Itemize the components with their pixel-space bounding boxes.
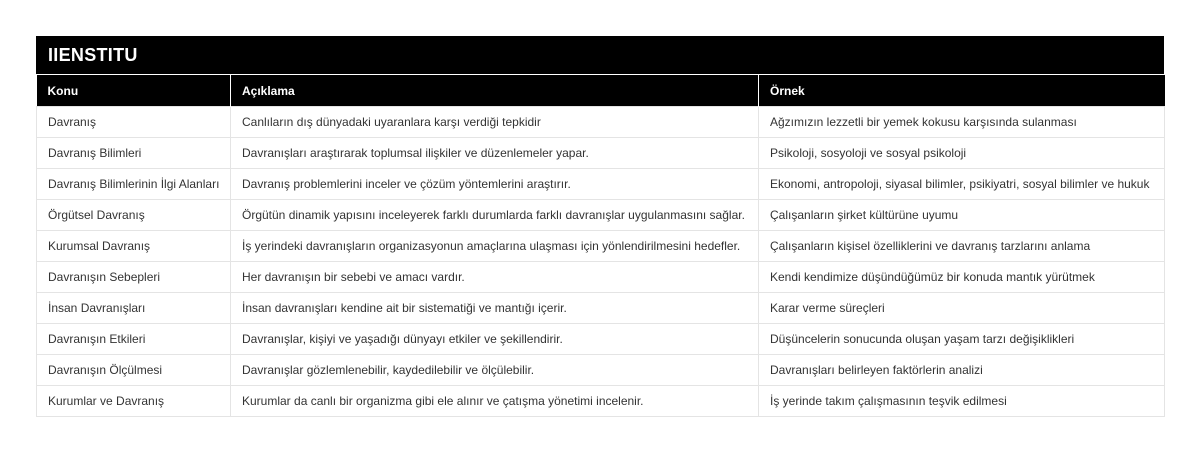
table-row <box>37 200 1165 231</box>
table-row <box>37 386 1165 417</box>
cell-aciklama: Davranışlar gözlemlenebilir, kaydedilebilir ve ölçülebilir. <box>231 355 759 386</box>
cell-aciklama: Davranışlar, kişiyi ve yaşadığı dünyayı etkiler ve şekillendirir. <box>231 324 759 355</box>
cell-ornek: Çalışanların şirket kültürüne uyumu <box>759 200 1165 231</box>
cell-aciklama: Canlıların dış dünyadaki uyaranlara karşı verdiği tepkidir <box>231 107 759 138</box>
cell-konu: Örgütsel Davranış <box>37 200 231 231</box>
table-row <box>37 138 1165 169</box>
cell-aciklama: Davranış problemlerini inceler ve çözüm yöntemlerini araştırır. <box>231 169 759 200</box>
table-container <box>36 36 1164 417</box>
cell-aciklama: Davranışları araştırarak toplumsal ilişkiler ve düzenlemeler yapar. <box>231 138 759 169</box>
cell-ornek: Ekonomi, antropoloji, siyasal bilimler, psikiyatri, sosyal bilimler ve hukuk <box>759 169 1165 200</box>
table-row <box>37 231 1165 262</box>
header-row <box>37 75 1165 107</box>
cell-ornek: Psikoloji, sosyoloji ve sosyal psikoloji <box>759 138 1165 169</box>
cell-aciklama: Kurumlar da canlı bir organizma gibi ele alınır ve çatışma yönetimi incelenir. <box>231 386 759 417</box>
table-row <box>37 293 1165 324</box>
table-row <box>37 107 1165 138</box>
cell-aciklama: İş yerindeki davranışların organizasyonun amaçlarına ulaşması için yönlendirilmesini hedefler. <box>231 231 759 262</box>
header-aciklama: Açıklama <box>231 75 759 107</box>
cell-ornek: Ağzımızın lezzetli bir yemek kokusu karşısında sulanması <box>759 107 1165 138</box>
cell-konu: İnsan Davranışları <box>37 293 231 324</box>
table-row <box>37 262 1165 293</box>
cell-aciklama: Her davranışın bir sebebi ve amacı vardır. <box>231 262 759 293</box>
cell-ornek: Düşüncelerin sonucunda oluşan yaşam tarzı değişiklikleri <box>759 324 1165 355</box>
cell-aciklama: Örgütün dinamik yapısını inceleyerek farklı durumlarda farklı davranışlar uygulanmasını sağlar. <box>231 200 759 231</box>
cell-ornek: Çalışanların kişisel özelliklerini ve davranış tarzlarını anlama <box>759 231 1165 262</box>
cell-konu: Davranış Bilimlerinin İlgi Alanları <box>37 169 231 200</box>
header-ornek: Örnek <box>759 75 1165 107</box>
table-row <box>37 355 1165 386</box>
cell-ornek: Karar verme süreçleri <box>759 293 1165 324</box>
cell-konu: Davranışın Etkileri <box>37 324 231 355</box>
cell-ornek: Kendi kendimize düşündüğümüz bir konuda mantık yürütmek <box>759 262 1165 293</box>
cell-ornek: Davranışları belirleyen faktörlerin analizi <box>759 355 1165 386</box>
cell-ornek: İş yerinde takım çalışmasının teşvik edilmesi <box>759 386 1165 417</box>
table-header <box>37 75 1165 107</box>
cell-konu: Kurumlar ve Davranış <box>37 386 231 417</box>
table-title: IIENSTITU <box>36 36 1164 74</box>
cell-konu: Davranış Bilimleri <box>37 138 231 169</box>
table-row <box>37 169 1165 200</box>
data-table <box>36 74 1165 417</box>
cell-konu: Kurumsal Davranış <box>37 231 231 262</box>
table-body <box>37 107 1165 417</box>
cell-konu: Davranış <box>37 107 231 138</box>
cell-aciklama: İnsan davranışları kendine ait bir sistematiği ve mantığı içerir. <box>231 293 759 324</box>
header-konu: Konu <box>37 75 231 107</box>
cell-konu: Davranışın Ölçülmesi <box>37 355 231 386</box>
table-row <box>37 324 1165 355</box>
cell-konu: Davranışın Sebepleri <box>37 262 231 293</box>
